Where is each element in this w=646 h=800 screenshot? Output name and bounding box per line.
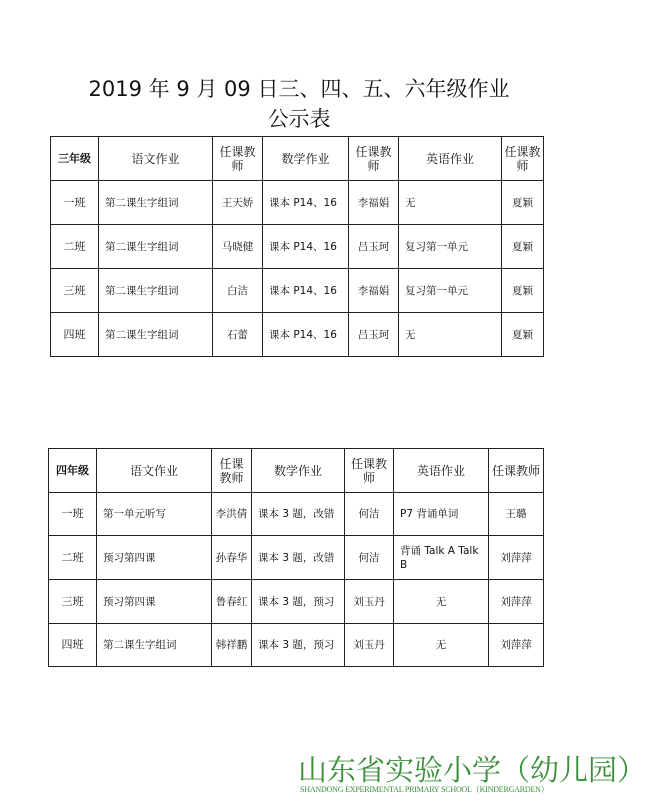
math-homework-cell: 课本 P14、16: [263, 313, 349, 357]
english-homework-cell: 背诵 Talk A Talk B: [394, 536, 489, 580]
table-row: [49, 624, 544, 667]
chinese-teacher-header: 任课教师: [213, 137, 263, 181]
table-header-row: [51, 137, 544, 181]
math-homework-cell: 课本 P14、16: [263, 225, 349, 269]
table-row: [51, 181, 544, 225]
math-teacher-cell: 吕玉珂: [349, 313, 399, 357]
chinese-homework-header: 语文作业: [97, 449, 212, 493]
class-cell: 四班: [51, 313, 99, 357]
math-teacher-cell: 刘玉丹: [345, 580, 394, 624]
math-teacher-cell: 刘玉丹: [345, 624, 394, 667]
math-homework-cell: 课本 3 题，改错: [252, 536, 345, 580]
class-cell: 四班: [49, 624, 97, 667]
math-teacher-cell: 李福娟: [349, 269, 399, 313]
class-cell: 三班: [49, 580, 97, 624]
chinese-teacher-cell: 李洪倩: [212, 493, 252, 536]
math-homework-header: 数学作业: [263, 137, 349, 181]
math-homework-cell: 课本 P14、16: [263, 269, 349, 313]
class-cell: 二班: [49, 536, 97, 580]
english-teacher-cell: 夏颖: [502, 313, 544, 357]
math-homework-cell: 课本 3 题，预习: [252, 624, 345, 667]
table-row: [51, 269, 544, 313]
table-row: [51, 313, 544, 357]
english-homework-cell: 无: [399, 181, 502, 225]
math-homework-header: 数学作业: [252, 449, 345, 493]
english-teacher-cell: 夏颖: [502, 181, 544, 225]
english-homework-header: 英语作业: [394, 449, 489, 493]
chinese-teacher-cell: 孙春华: [212, 536, 252, 580]
chinese-homework-cell: 第二课生字组词: [99, 225, 213, 269]
chinese-homework-cell: 预习第四课: [97, 580, 212, 624]
class-cell: 二班: [51, 225, 99, 269]
page-title: 2019 年 9 月 09 日三、四、五、六年级作业: [88, 77, 510, 101]
english-homework-cell: 无: [394, 624, 489, 667]
chinese-homework-cell: 第二课生字组词: [99, 269, 213, 313]
english-teacher-cell: 夏颖: [502, 269, 544, 313]
chinese-homework-header: 语文作业: [99, 137, 213, 181]
grade-header: 四年级: [49, 449, 97, 493]
chinese-teacher-cell: 马晓健: [213, 225, 263, 269]
math-teacher-header: 任课教师: [345, 449, 394, 493]
table-row: [49, 536, 544, 580]
class-cell: 三班: [51, 269, 99, 313]
class-cell: 一班: [49, 493, 97, 536]
chinese-homework-cell: 第二课生字组词: [99, 181, 213, 225]
english-teacher-cell: 刘萍萍: [489, 624, 544, 667]
chinese-teacher-cell: 白洁: [213, 269, 263, 313]
table-row: [51, 225, 544, 269]
english-homework-cell: 复习第一单元: [399, 269, 502, 313]
english-homework-cell: P7 背诵单词: [394, 493, 489, 536]
chinese-teacher-cell: 王天娇: [213, 181, 263, 225]
english-homework-cell: 无: [394, 580, 489, 624]
math-homework-cell: 课本 3 题，预习: [252, 580, 345, 624]
math-teacher-header: 任课教师: [349, 137, 399, 181]
chinese-teacher-header: 任课教师: [212, 449, 252, 493]
page-subtitle: 公示表: [267, 107, 331, 131]
english-teacher-cell: 夏颖: [502, 225, 544, 269]
math-teacher-cell: 何洁: [345, 536, 394, 580]
math-teacher-cell: 何洁: [345, 493, 394, 536]
chinese-teacher-cell: 韩祥鹏: [212, 624, 252, 667]
english-teacher-header: 任课教师: [502, 137, 544, 181]
math-teacher-cell: 李福娟: [349, 181, 399, 225]
class-cell: 一班: [51, 181, 99, 225]
table-row: [49, 493, 544, 536]
school-watermark-english: SHANDONG EXPERIMENTAL PRIMARY SCHOOL（KINDERGARDEN）: [300, 785, 549, 794]
school-watermark-chinese: 山东省实验小学（幼儿园）: [298, 753, 646, 787]
math-homework-cell: 课本 3 题，改错: [252, 493, 345, 536]
english-teacher-cell: 王璐: [489, 493, 544, 536]
english-teacher-cell: 刘萍萍: [489, 580, 544, 624]
math-teacher-cell: 吕玉珂: [349, 225, 399, 269]
table-row: [49, 580, 544, 624]
math-homework-cell: 课本 P14、16: [263, 181, 349, 225]
chinese-teacher-cell: 石蕾: [213, 313, 263, 357]
chinese-homework-cell: 第二课生字组词: [97, 624, 212, 667]
english-homework-cell: 无: [399, 313, 502, 357]
chinese-teacher-cell: 鲁春红: [212, 580, 252, 624]
grade-header: 三年级: [51, 137, 99, 181]
table-header-row: [49, 449, 544, 493]
chinese-homework-cell: 第一单元听写: [97, 493, 212, 536]
english-teacher-header: 任课教师: [489, 449, 544, 493]
english-homework-cell: 复习第一单元: [399, 225, 502, 269]
english-teacher-cell: 刘萍萍: [489, 536, 544, 580]
chinese-homework-cell: 第二课生字组词: [99, 313, 213, 357]
grade4-homework-table: [48, 448, 544, 667]
grade3-homework-table: [50, 136, 544, 357]
chinese-homework-cell: 预习第四课: [97, 536, 212, 580]
english-homework-header: 英语作业: [399, 137, 502, 181]
